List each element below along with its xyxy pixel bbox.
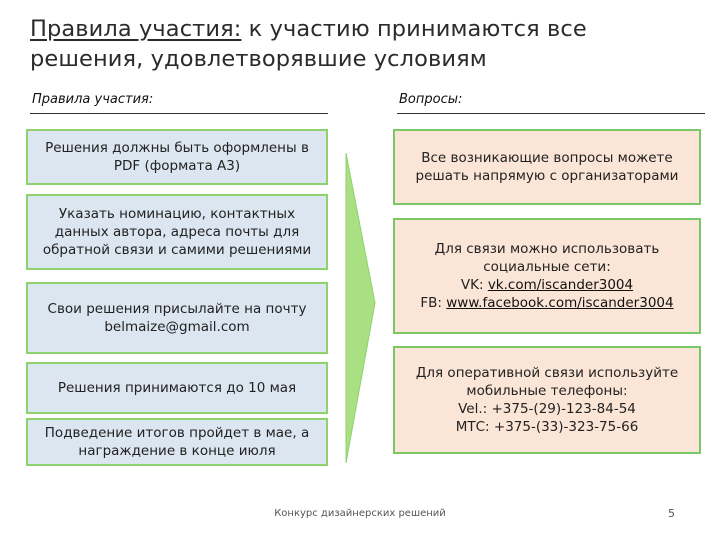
questions-header: Вопросы: bbox=[397, 92, 705, 114]
rule-text: Решения принимаются до 10 мая bbox=[57, 380, 297, 396]
rule-box-nomination bbox=[26, 194, 328, 270]
rules-header: Правила участия: bbox=[30, 92, 328, 114]
question-text: Все возникающие вопросы можете решать напрямую с организаторами bbox=[415, 150, 679, 184]
rule-text: Указать номинацию, контактных данных автора, адреса почты для обратной связи и самими решениями bbox=[42, 206, 312, 258]
rule-text: Подведение итогов пройдет в мае, а награждение в конце июля bbox=[44, 425, 310, 459]
facebook-link[interactable]: www.facebook.com/iscander3004 bbox=[446, 295, 674, 311]
title-rest: к участию принимаются все решения, удовлетворявшие условиям bbox=[30, 16, 587, 72]
rule-text: Решения должны быть оформлены в PDF (формата А3) bbox=[45, 140, 309, 174]
vk-label: VK: bbox=[460, 277, 488, 293]
title-underlined-part: Правила участия: bbox=[30, 16, 242, 42]
phone-vel: Vel.: +375-(29)-123-84-54 bbox=[458, 401, 636, 417]
social-text: Для связи можно использовать социальные сети: bbox=[434, 241, 660, 275]
slide-title bbox=[30, 14, 670, 74]
arrow-right-icon bbox=[345, 153, 377, 463]
vk-link[interactable]: vk.com/iscander3004 bbox=[487, 277, 634, 293]
phones-text: Для оперативной связи используйте мобильные телефоны: bbox=[415, 365, 679, 399]
vk-line bbox=[461, 276, 633, 294]
rule-box-email bbox=[26, 282, 328, 354]
phone-mts: МТС: +375-(33)-323-75-66 bbox=[455, 419, 639, 435]
question-box-organizers bbox=[393, 129, 701, 205]
rule-box-results bbox=[26, 418, 328, 466]
fb-line bbox=[420, 294, 673, 312]
question-box-phones bbox=[393, 346, 701, 454]
page-number: 5 bbox=[668, 507, 675, 520]
footer-text: Конкурс дизайнерских решений bbox=[274, 508, 446, 519]
fb-label: FB: bbox=[420, 295, 447, 311]
rule-box-format bbox=[26, 129, 328, 185]
question-box-social bbox=[393, 218, 701, 334]
rule-text: Свои решения присылайте на почту belmaize@gmail.com bbox=[47, 301, 307, 335]
rule-box-deadline bbox=[26, 362, 328, 414]
